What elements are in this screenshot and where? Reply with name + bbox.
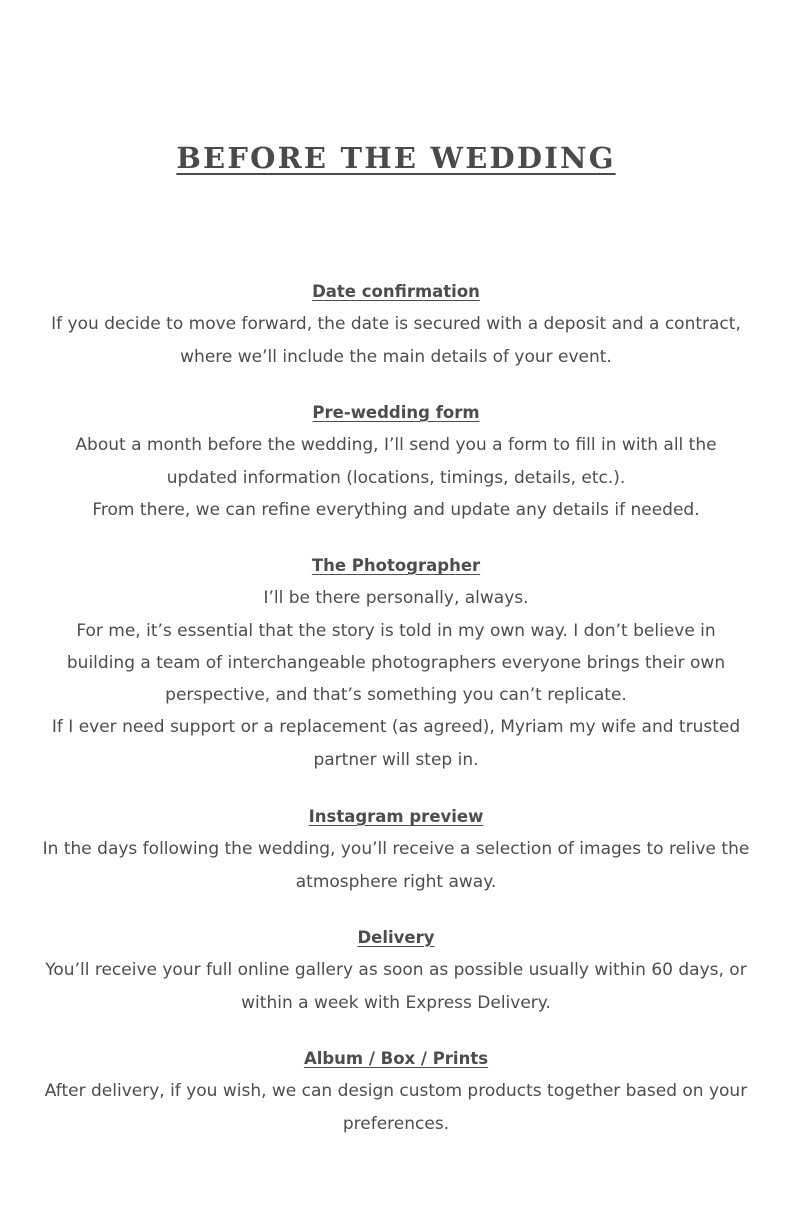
page-title: BEFORE THE WEDDING	[176, 141, 616, 175]
section-pre-wedding-form	[40, 397, 752, 526]
section-heading: The Photographer	[311, 556, 481, 575]
section-paragraph: If you decide to move forward, the date is secured with a deposit and a contract, where we’ll include the main details of your event.	[51, 314, 741, 367]
section-paragraph: From there, we can refine everything and update any details if needed.	[92, 499, 700, 520]
section-the-photographer	[40, 550, 752, 776]
section-heading: Instagram preview	[308, 807, 484, 826]
section-heading: Pre-wedding form	[312, 403, 480, 422]
section-delivery	[40, 922, 752, 1019]
section-paragraph: I’ll be there personally, always.	[263, 588, 529, 609]
section-date-confirmation	[40, 276, 752, 373]
section-album-box-prints	[40, 1043, 752, 1140]
section-paragraph: In the days following the wedding, you’ll receive a selection of images to relive the atmosphere right away.	[42, 839, 750, 892]
section-heading: Album / Box / Prints	[303, 1049, 489, 1068]
section-heading: Date confirmation	[312, 282, 480, 301]
section-paragraph: If I ever need support or a replacement (as agreed), Myriam my wife and trusted partner will step in.	[51, 717, 741, 770]
section-paragraph: About a month before the wedding, I’ll send you a form to fill in with all the updated information (locations, timings, details, etc.).	[75, 435, 717, 488]
section-heading: Delivery	[357, 928, 435, 947]
section-instagram-preview	[40, 801, 752, 898]
section-paragraph: For me, it’s essential that the story is told in my own way. I don’t believe in building a team of interchangeable photographers everyone brings their own perspective, and that’s something you can’t replicate.	[66, 620, 726, 706]
section-paragraph: After delivery, if you wish, we can design custom products together based on your preferences.	[44, 1081, 748, 1134]
section-paragraph: You’ll receive your full online gallery as soon as possible usually within 60 days, or within a week with Express Delivery.	[45, 960, 747, 1013]
